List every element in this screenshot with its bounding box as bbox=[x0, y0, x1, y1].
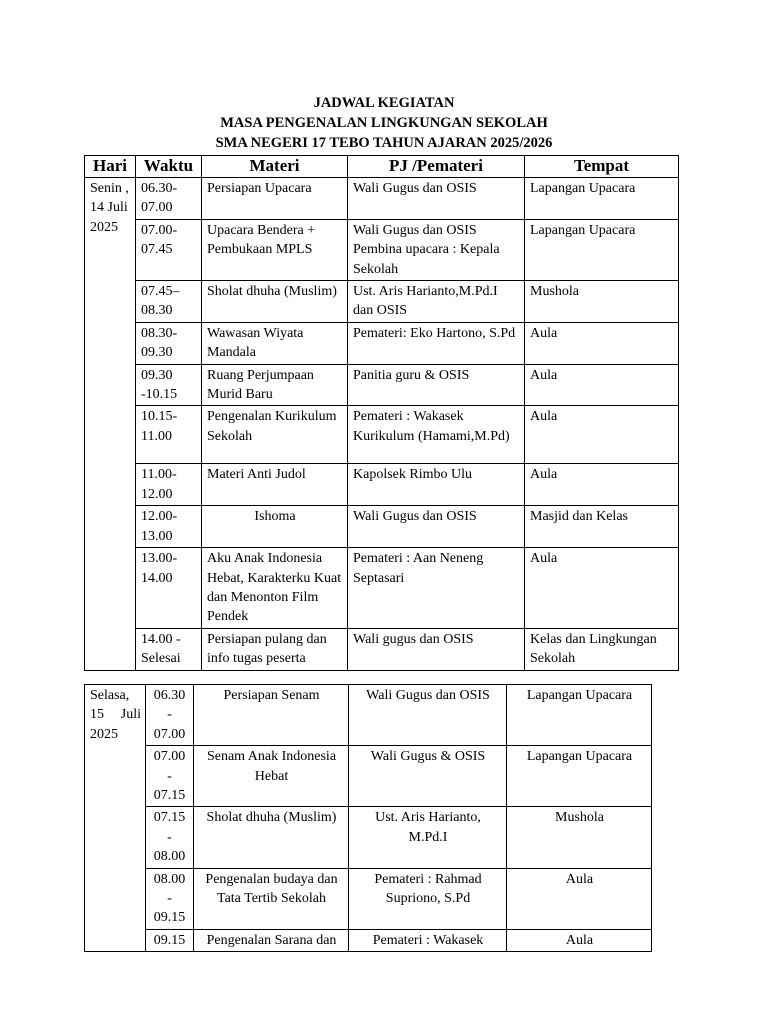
materi-cell: Senam Anak Indonesia Hebat bbox=[194, 746, 349, 807]
materi-cell: Wawasan Wiyata Mandala bbox=[202, 322, 348, 364]
day-cell: Selasa, 15 Juli 2025 bbox=[85, 685, 146, 952]
waktu-cell: 07.00- 07.45 bbox=[136, 219, 202, 280]
waktu-cell: 07.45– 08.30 bbox=[136, 281, 202, 323]
waktu-cell: 09.30 -10.15 bbox=[136, 364, 202, 406]
waktu-cell: 11.00- 12.00 bbox=[136, 464, 202, 506]
waktu-cell: 12.00- 13.00 bbox=[136, 506, 202, 548]
pj-cell: Pemateri : Wakasek bbox=[349, 929, 507, 951]
tempat-cell: Aula bbox=[507, 929, 652, 951]
tempat-cell: Mushola bbox=[525, 281, 679, 323]
waktu-start: 07.00 bbox=[153, 749, 186, 765]
header-pj: PJ /Pemateri bbox=[348, 156, 525, 178]
table-row bbox=[85, 685, 652, 746]
waktu-end: 07.00 bbox=[153, 726, 186, 742]
materi-cell: Persiapan Upacara bbox=[202, 178, 348, 220]
waktu-cell bbox=[146, 807, 194, 868]
waktu-sep: - bbox=[167, 829, 172, 845]
waktu-cell bbox=[146, 868, 194, 929]
materi-cell: Pengenalan Sarana dan bbox=[194, 929, 349, 951]
waktu-cell bbox=[146, 929, 194, 951]
tempat-cell: Lapangan Upacara bbox=[525, 219, 679, 280]
waktu-sep: - bbox=[167, 707, 172, 723]
tempat-cell: Aula bbox=[525, 406, 679, 464]
table-row bbox=[85, 506, 679, 548]
title-line-3: SMA NEGERI 17 TEBO TAHUN AJARAN 2025/2026 bbox=[215, 135, 553, 151]
materi-cell: Persiapan Senam bbox=[194, 685, 349, 746]
table-row bbox=[85, 281, 679, 323]
materi-cell: Aku Anak Indonesia Hebat, Karakterku Kuat dan Menonton Film Pendek bbox=[202, 548, 348, 629]
table-row bbox=[85, 464, 679, 506]
waktu-sep: - bbox=[167, 891, 172, 907]
title-line-1: JADWAL KEGIATAN bbox=[313, 95, 455, 111]
document-title bbox=[0, 93, 768, 153]
tempat-cell: Kelas dan Lingkungan Sekolah bbox=[525, 628, 679, 670]
pj-cell: Wali gugus dan OSIS bbox=[348, 628, 525, 670]
materi-cell: Materi Anti Judol bbox=[202, 464, 348, 506]
waktu-cell bbox=[146, 685, 194, 746]
waktu-end: 07.15 bbox=[153, 788, 186, 804]
waktu-cell: 10.15- 11.00 bbox=[136, 406, 202, 464]
table-row bbox=[85, 746, 652, 807]
tempat-cell: Aula bbox=[525, 322, 679, 364]
header-waktu: Waktu bbox=[136, 156, 202, 178]
materi-cell: Persiapan pulang dan info tugas peserta bbox=[202, 628, 348, 670]
tempat-cell: Aula bbox=[525, 364, 679, 406]
table-row bbox=[85, 178, 679, 220]
table-header-row bbox=[85, 156, 679, 178]
table-row bbox=[85, 628, 679, 670]
materi-cell: Pengenalan budaya dan Tata Tertib Sekolah bbox=[194, 868, 349, 929]
tempat-cell: Mushola bbox=[507, 807, 652, 868]
pj-cell: Pemateri: Eko Hartono, S.Pd bbox=[348, 322, 525, 364]
table-row bbox=[85, 807, 652, 868]
table-row bbox=[85, 868, 652, 929]
schedule-table-monday bbox=[84, 155, 679, 671]
waktu-start: 07.15 bbox=[153, 810, 186, 826]
day-cell: Senin , 14 Juli 2025 bbox=[85, 178, 136, 671]
waktu-sep: - bbox=[167, 768, 172, 784]
pj-cell: Wali Gugus dan OSIS bbox=[349, 685, 507, 746]
pj-cell: Pemateri : Wakasek Kurikulum (Hamami,M.Pd) bbox=[348, 406, 525, 464]
pj-cell: Wali Gugus dan OSIS bbox=[348, 506, 525, 548]
table-row bbox=[85, 364, 679, 406]
waktu-start: 06.30 bbox=[153, 688, 186, 703]
materi-cell: Sholat dhuha (Muslim) bbox=[194, 807, 349, 868]
pj-cell: Wali Gugus dan OSIS bbox=[348, 178, 525, 220]
waktu-cell: 13.00- 14.00 bbox=[136, 548, 202, 629]
header-hari: Hari bbox=[85, 156, 136, 178]
tempat-cell: Aula bbox=[525, 464, 679, 506]
waktu-cell: 14.00 - Selesai bbox=[136, 628, 202, 670]
waktu-start: 08.00 bbox=[153, 871, 186, 887]
waktu-end: 09.15 bbox=[153, 910, 186, 926]
pj-cell: Wali Gugus dan OSIS Pembina upacara : Kepala Sekolah bbox=[348, 219, 525, 280]
schedule-table-tuesday bbox=[84, 684, 652, 952]
tempat-cell: Lapangan Upacara bbox=[525, 178, 679, 220]
tempat-cell: Masjid dan Kelas bbox=[525, 506, 679, 548]
materi-cell: Sholat dhuha (Muslim) bbox=[202, 281, 348, 323]
pj-cell: Ust. Aris Harianto,M.Pd.I dan OSIS bbox=[348, 281, 525, 323]
materi-cell: Ruang Perjumpaan Murid Baru bbox=[202, 364, 348, 406]
table-row bbox=[85, 219, 679, 280]
header-materi: Materi bbox=[202, 156, 348, 178]
pj-cell: Pemateri : Rahmad Supriono, S.Pd bbox=[349, 868, 507, 929]
waktu-end: 08.00 bbox=[153, 849, 186, 865]
title-line-2: MASA PENGENALAN LINGKUNGAN SEKOLAH bbox=[220, 115, 548, 131]
materi-cell: Pengenalan Kurikulum Sekolah bbox=[202, 406, 348, 464]
pj-cell: Wali Gugus & OSIS bbox=[349, 746, 507, 807]
waktu-start: 09.15 bbox=[153, 932, 186, 948]
pj-cell: Kapolsek Rimbo Ulu bbox=[348, 464, 525, 506]
tempat-cell: Aula bbox=[507, 868, 652, 929]
pj-cell: Pemateri : Aan Neneng Septasari bbox=[348, 548, 525, 629]
tempat-cell: Aula bbox=[525, 548, 679, 629]
materi-cell: Upacara Bendera + Pembukaan MPLS bbox=[202, 219, 348, 280]
table-row bbox=[85, 548, 679, 629]
tempat-cell: Lapangan Upacara bbox=[507, 685, 652, 746]
header-tempat: Tempat bbox=[525, 156, 679, 178]
waktu-cell: 06.30- 07.00 bbox=[136, 178, 202, 220]
waktu-cell bbox=[146, 746, 194, 807]
pj-cell: Ust. Aris Harianto, M.Pd.I bbox=[349, 807, 507, 868]
table-row bbox=[85, 322, 679, 364]
pj-cell: Panitia guru & OSIS bbox=[348, 364, 525, 406]
table-row bbox=[85, 406, 679, 464]
table-row bbox=[85, 929, 652, 951]
waktu-cell: 08.30- 09.30 bbox=[136, 322, 202, 364]
materi-cell: Ishoma bbox=[202, 506, 348, 548]
tempat-cell: Lapangan Upacara bbox=[507, 746, 652, 807]
